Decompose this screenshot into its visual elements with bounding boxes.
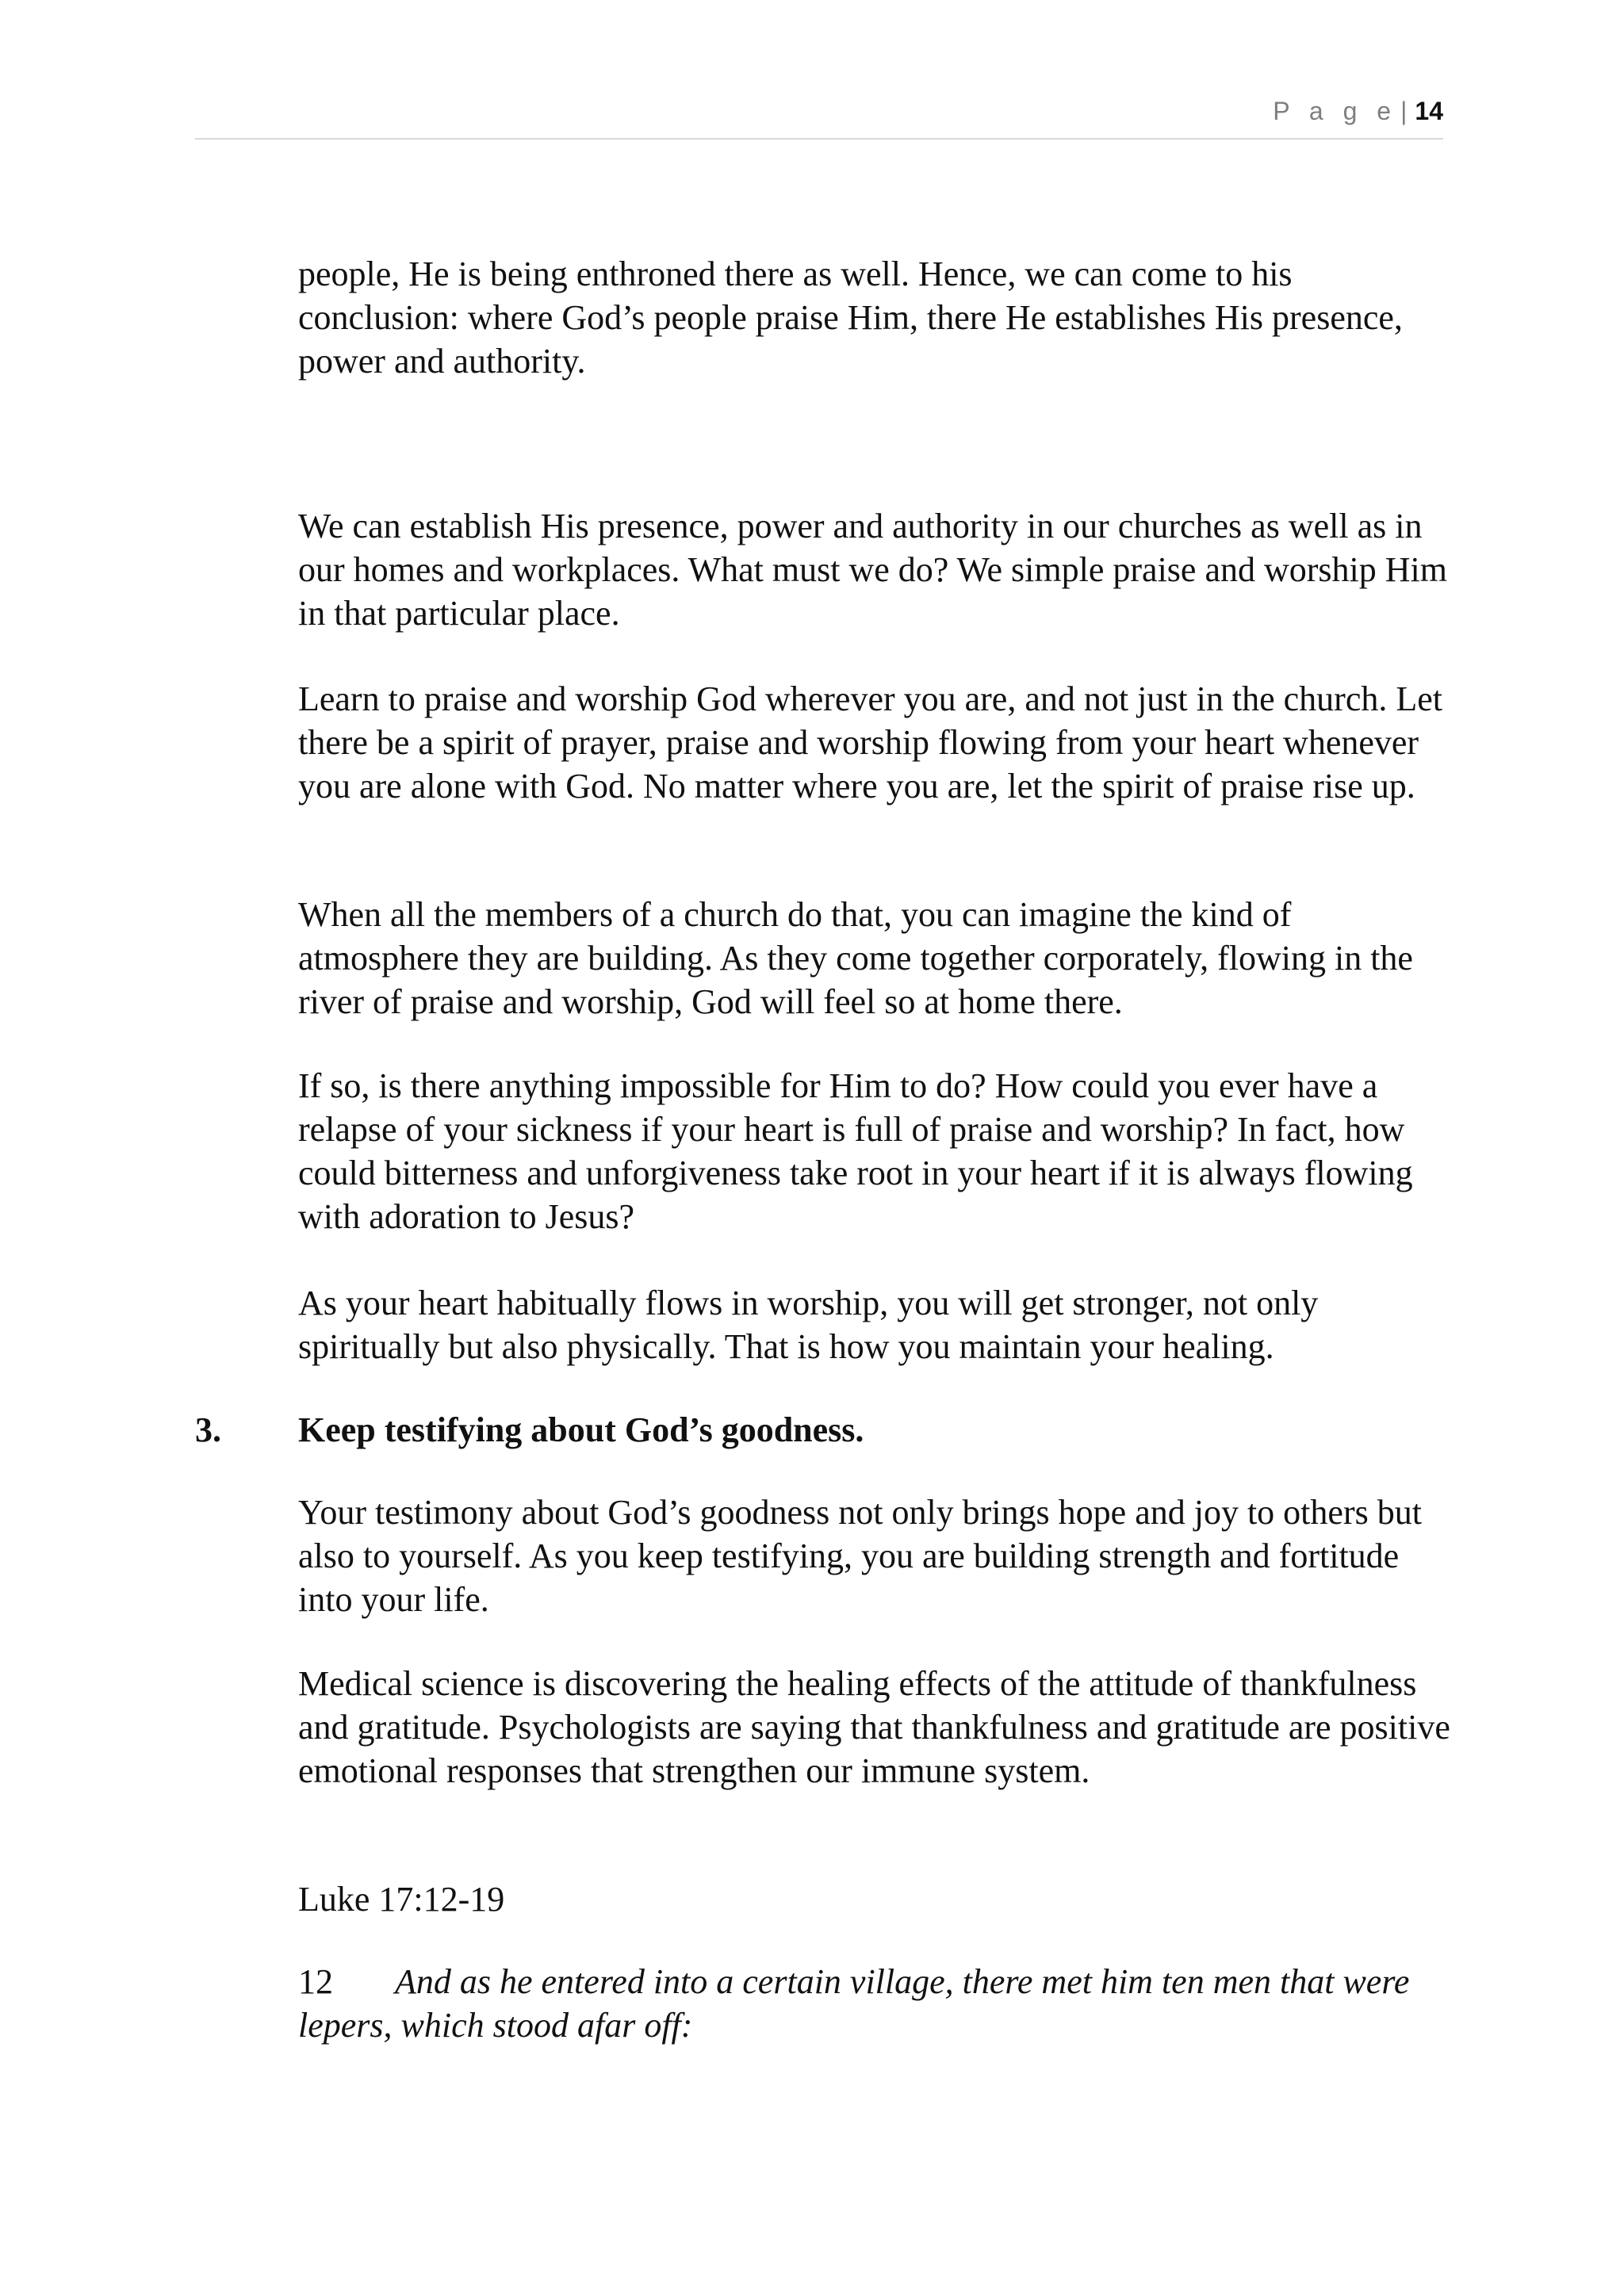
body-paragraph: people, He is being enthroned there as well. Hence, we can come to his conclusion: where God’s people praise Him, there He establishes His presence, power and authority.	[298, 254, 1403, 381]
page-number: 14	[1415, 97, 1443, 125]
body-paragraph: When all the members of a church do that, you can imagine the kind of atmosphere they are building. As they come together corporately, flowing in the river of praise and worship, God will feel so at home there.	[298, 895, 1413, 1021]
verse-number: 12	[298, 1962, 333, 2001]
section-number: 3.	[195, 1410, 221, 1449]
page-separator: |	[1400, 97, 1408, 125]
section-heading: Keep testifying about God’s goodness.	[298, 1410, 864, 1449]
body-paragraph: Learn to praise and worship God wherever you are, and not just in the church. Let there be a spirit of prayer, praise and worship flowing from your heart whenever you are alone with God. No matter where you are, let the spirit of praise rise up.	[298, 679, 1442, 806]
body-paragraph: As your heart habitually flows in worship, you will get stronger, not only spiritually but also physically. That is how you maintain your healing.	[298, 1284, 1319, 1366]
scripture-reference: Luke 17:12-19	[298, 1880, 505, 1919]
body-paragraph: Your testimony about God’s goodness not only brings hope and joy to others but also to yourself. As you keep testifying, you are building strength and fortitude into your life.	[298, 1493, 1422, 1619]
page-header	[195, 94, 1443, 140]
body-paragraph: We can establish His presence, power and authority in our churches as well as in our homes and workplaces. What must we do? We simple praise and worship Him in that particular place.	[298, 507, 1447, 633]
body-paragraph: Medical science is discovering the healing effects of the attitude of thankfulness and gratitude. Psychologists are saying that thankfulness and gratitude are positive emotional responses that strengthen our immune system.	[298, 1664, 1450, 1790]
verse-text: And as he entered into a certain village, there met him ten men that were lepers, which stood afar off:	[298, 1962, 1410, 2045]
page-number-label	[1273, 97, 1443, 126]
body-paragraph: If so, is there anything impossible for Him to do? How could you ever have a relapse of your sickness if your heart is full of praise and worship? In fact, how could bitterness and unforgiveness take root in your heart if it is always flowing with adoration to Jesus?	[298, 1066, 1413, 1236]
page-word: P a g e	[1273, 97, 1398, 125]
